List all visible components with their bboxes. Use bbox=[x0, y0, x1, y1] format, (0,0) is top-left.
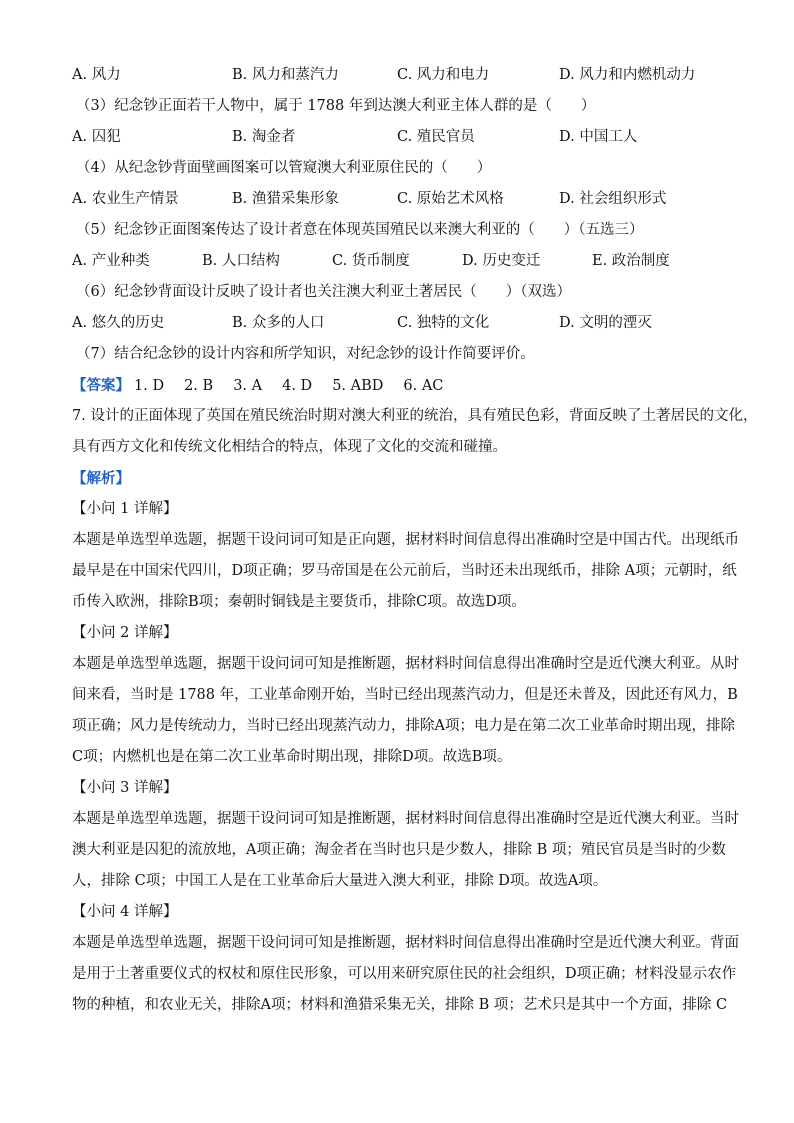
answer7-line: 具有西方文化和传统文化相结合的特点，体现了文化的交流和碰撞。 bbox=[72, 439, 507, 455]
q4-question: （4）从纪念钞背面壁画图案可以管窥澳大利亚原住民的（ ） bbox=[76, 160, 492, 176]
q2-option-d: D. 风力和内燃机动力 bbox=[559, 67, 696, 83]
q5-option-e: E. 政治制度 bbox=[592, 253, 670, 269]
q7-question: （7）结合纪念钞的设计内容和所学知识，对纪念钞的设计作简要评价。 bbox=[76, 346, 535, 362]
q3-option-d: D. 中国工人 bbox=[559, 129, 638, 145]
answer-item: 6. AC bbox=[403, 378, 444, 394]
q5-option-b: B. 人口结构 bbox=[202, 253, 280, 269]
section-1-line: 本题是单选型单选题，据题干设问词可知是正向题，据材料时间信息得出准确时空是中国古代。出现纸币 bbox=[72, 532, 739, 548]
q2-option-a: A. 风力 bbox=[72, 67, 121, 83]
section-2-line: 本题是单选型单选题，据题干设问词可知是推断题，据材料时间信息得出准确时空是近代澳大利亚。从时 bbox=[72, 656, 739, 672]
answer7-line: 7. 设计的正面体现了英国在殖民统治时期对澳大利亚的统治，具有殖民色彩，背面反映了土著居民的文化， bbox=[72, 408, 758, 424]
q2-option-c: C. 风力和电力 bbox=[397, 67, 490, 83]
section-2-line: 间来看，当时是 1788 年，工业革命刚开始，当时已经出现蒸汽动力，但是还未普及，因此还有风力，B bbox=[72, 687, 738, 703]
q6-question: （6）纪念钞背面设计反映了设计者也关注澳大利亚土著居民（ ）（双选） bbox=[76, 284, 571, 300]
q2-options-row bbox=[72, 60, 732, 91]
q3-option-b: B. 淘金者 bbox=[232, 129, 296, 145]
q6-option-a: A. 悠久的历史 bbox=[72, 315, 165, 331]
section-title-1: 【小问 1 详解】 bbox=[72, 501, 178, 517]
q5-question: （5）纪念钞正面图案传达了设计者意在体现英国殖民以来澳大利亚的（ ）（五选三） bbox=[76, 222, 644, 238]
section-2-line: 项正确；风力是传统动力，当时已经出现蒸汽动力，排除A项；电力是在第二次工业革命时期出现，排除 bbox=[72, 718, 735, 734]
q6-option-b: B. 众多的人口 bbox=[232, 315, 325, 331]
q3-option-a: A. 囚犯 bbox=[72, 129, 121, 145]
q5-options-row bbox=[72, 246, 732, 277]
q6-options-row bbox=[72, 308, 732, 339]
document-page bbox=[72, 60, 758, 1021]
section-title-2: 【小问 2 详解】 bbox=[72, 625, 178, 641]
section-4-line: 物的种植，和农业无关，排除A项；材料和渔猎采集无关，排除 B 项；艺术只是其中一个方面，排除 C bbox=[72, 997, 728, 1013]
section-3-line: 澳大利亚是囚犯的流放地，A项正确；淘金者在当时也只是少数人，排除 B 项；殖民官员是当时的少数 bbox=[72, 842, 726, 858]
q6-option-c: C. 独特的文化 bbox=[397, 315, 490, 331]
q3-option-c: C. 殖民官员 bbox=[397, 129, 475, 145]
q5-option-a: A. 产业种类 bbox=[72, 253, 150, 269]
answer-item: 1. D bbox=[134, 378, 165, 394]
q5-option-d: D. 历史变迁 bbox=[462, 253, 541, 269]
q4-option-b: B. 渔猎采集形象 bbox=[232, 191, 339, 207]
q2-option-b: B. 风力和蒸汽力 bbox=[232, 67, 339, 83]
section-title-3: 【小问 3 详解】 bbox=[72, 780, 178, 796]
answer-item: 2. B bbox=[184, 378, 214, 394]
answer-label: 【答案】 bbox=[72, 377, 130, 394]
q6-option-d: D. 文明的湮灭 bbox=[559, 315, 652, 331]
answer-item: 3. A bbox=[233, 378, 263, 394]
q4-option-c: C. 原始艺术风格 bbox=[397, 191, 504, 207]
section-4-line: 是用于土著重要仪式的权杖和原住民形象，可以用来研究原住民的社会组织，D项正确；材料没显示农作 bbox=[72, 966, 737, 982]
answer-item: 4. D bbox=[282, 378, 313, 394]
section-3-line: 本题是单选型单选题，据题干设问词可知是推断题，据材料时间信息得出准确时空是近代澳大利亚。当时 bbox=[72, 811, 739, 827]
section-1-line: 最早是在中国宋代四川，D项正确；罗马帝国是在公元前后，当时还未出现纸币，排除 A项；元朝时，纸 bbox=[72, 563, 737, 579]
q4-option-a: A. 农业生产情景 bbox=[72, 191, 179, 207]
q3-question: （3）纪念钞正面若干人物中，属于 1788 年到达澳大利亚主体人群的是（ ） bbox=[76, 98, 596, 114]
section-2-line: C项；内燃机也是在第二次工业革命时期出现，排除D项。故选B项。 bbox=[72, 749, 512, 765]
section-3-line: 人，排除 C项；中国工人是在工业革命后大量进入澳大利亚，排除 D项。故选A项。 bbox=[72, 873, 608, 889]
section-1-line: 币传入欧洲，排除B项；秦朝时铜钱是主要货币，排除C项。故选D项。 bbox=[72, 594, 526, 610]
answer-item: 5. ABD bbox=[332, 378, 384, 394]
q5-option-c: C. 货币制度 bbox=[332, 253, 410, 269]
section-title-4: 【小问 4 详解】 bbox=[72, 904, 178, 920]
answer-row bbox=[72, 370, 732, 401]
section-4-line: 本题是单选型单选题，据题干设问词可知是推断题，据材料时间信息得出准确时空是近代澳大利亚。背面 bbox=[72, 935, 739, 951]
analysis-label: 【解析】 bbox=[72, 470, 130, 487]
q3-options-row bbox=[72, 122, 732, 153]
q4-options-row bbox=[72, 184, 732, 215]
q4-option-d: D. 社会组织形式 bbox=[559, 191, 667, 207]
